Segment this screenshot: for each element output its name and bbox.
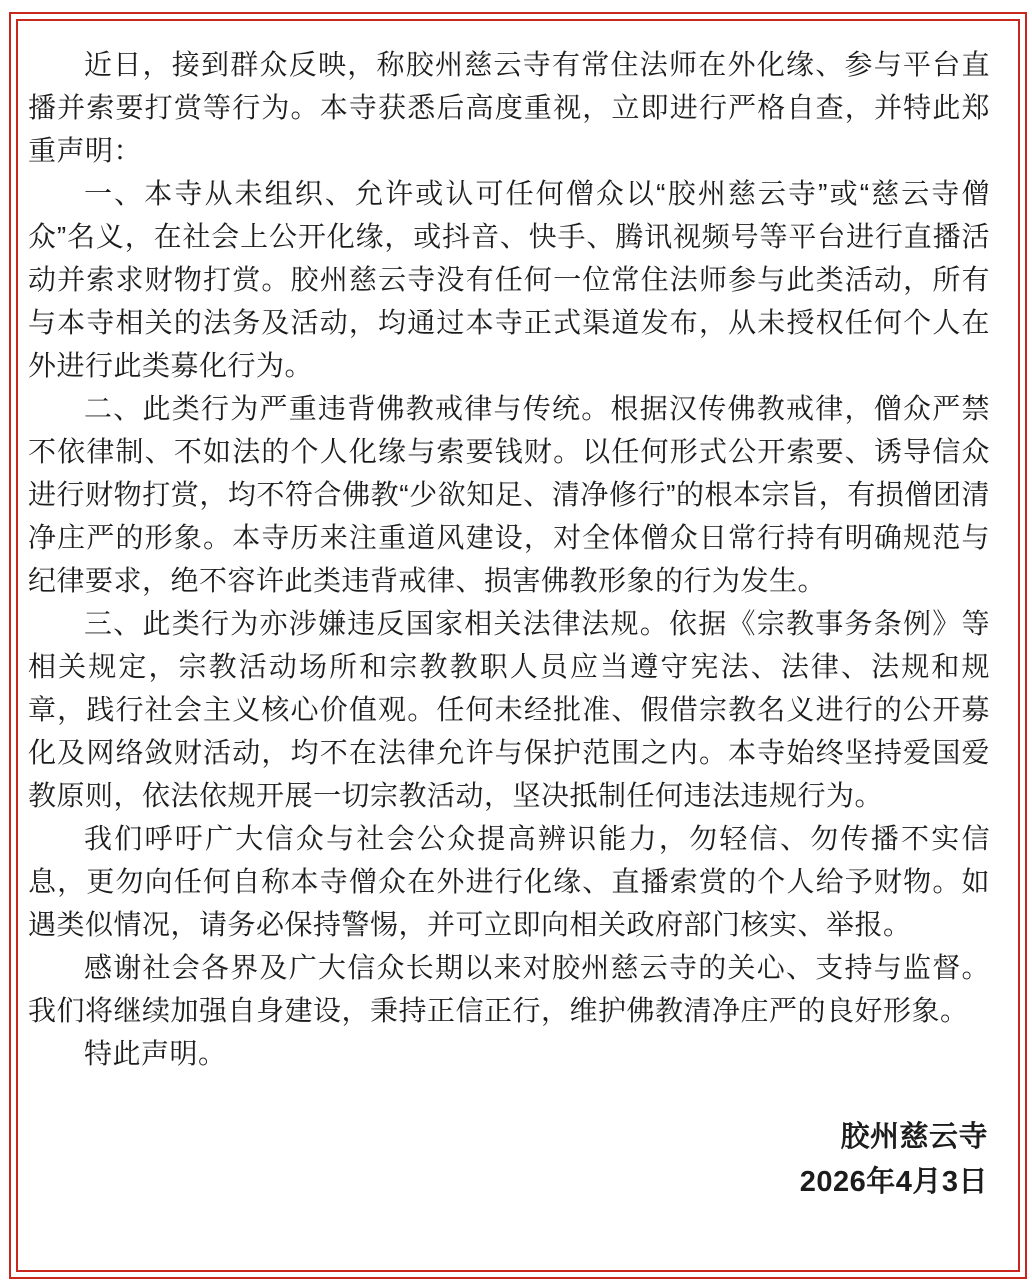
signature-block bbox=[28, 1115, 990, 1205]
item-2-paragraph: 二、此类行为严重违背佛教戒律与传统。根据汉传佛教戒律，僧众严禁不依律制、不如法的个人化缘与索要钱财。以任何形式公开索要、诱导信众进行财物打赏，均不符合佛教“少欲知足、清净修行”的根本宗旨，有损僧团清净庄严的形象。本寺历来注重道风建设，对全体僧众日常行持有明确规范与纪律要求，绝不容许此类违背戒律、损害佛教形象的行为发生。 bbox=[28, 393, 990, 596]
appeal-paragraph: 我们呼吁广大信众与社会公众提高辨识能力，勿轻信、勿传播不实信息，更勿向任何自称本寺僧众在外进行化缘、直播索赏的个人给予财物。如遇类似情况，请务必保持警惕，并可立即向相关政府部门核实、举报。 bbox=[28, 823, 990, 940]
signature-temple-name: 胶州慈云寺 bbox=[840, 1121, 988, 1153]
signature-date: 2026年4月3日 bbox=[799, 1166, 988, 1198]
item-3-paragraph: 三、此类行为亦涉嫌违反国家相关法律法规。依据《宗教事务条例》等相关规定，宗教活动场所和宗教教职人员应当遵守宪法、法律、法规和规章，践行社会主义核心价值观。任何未经批准、假借宗教名义进行的公开募化及网络敛财活动，均不在法律允许与保护范围之内。本寺始终坚持爱国爱教原则，依法依规开展一切宗教活动，坚决抵制任何违法违规行为。 bbox=[28, 608, 990, 811]
thanks-paragraph: 感谢社会各界及广大信众长期以来对胶州慈云寺的关心、支持与监督。我们将继续加强自身建设，秉持正信正行，维护佛教清净庄严的良好形象。 bbox=[28, 952, 990, 1026]
item-1-paragraph: 一、本寺从未组织、允许或认可任何僧众以“胶州慈云寺”或“慈云寺僧众”名义，在社会上公开化缘，或抖音、快手、腾讯视频号等平台进行直播活动并索求财物打赏。胶州慈云寺没有任何一位常住法师参与此类活动，所有与本寺相关的法务及活动，均通过本寺正式渠道发布，从未授权任何个人在外进行此类募化行为。 bbox=[28, 178, 990, 381]
statement-body bbox=[28, 43, 990, 1205]
opening-paragraph: 近日，接到群众反映，称胶州慈云寺有常住法师在外化缘、参与平台直播并索要打赏等行为。本寺获悉后高度重视，立即进行严格自查，并特此郑重声明： bbox=[28, 49, 990, 166]
closing-paragraph: 特此声明。 bbox=[84, 1038, 227, 1069]
